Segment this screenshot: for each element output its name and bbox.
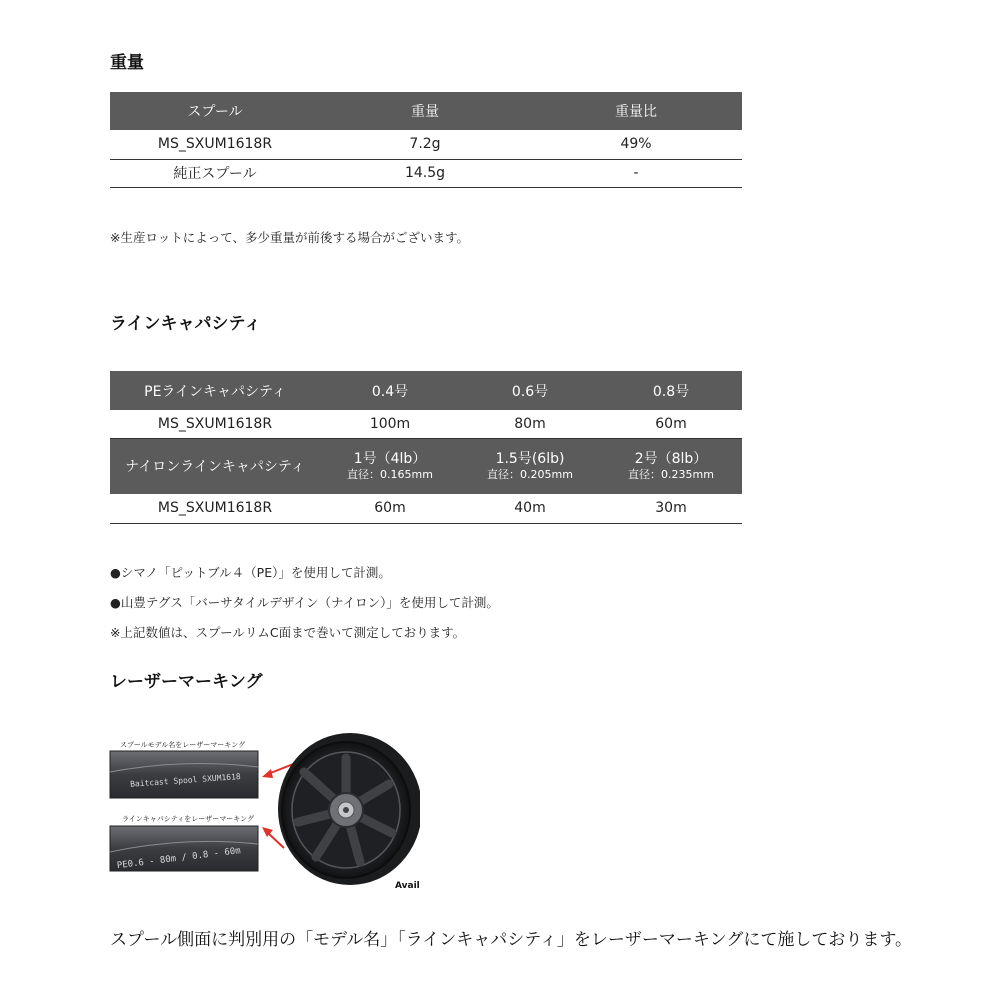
callout-capacity-etching: PE0.6 - 80m / 0.8 - 60m	[116, 846, 242, 872]
cell-weight: 14.5g	[320, 159, 530, 187]
header-pe-size: 0.6号	[460, 371, 600, 410]
table-row	[110, 410, 742, 438]
header-pe-size: 0.8号	[600, 371, 742, 410]
callout-capacity-label: ラインキャパシティをレーザーマーキング	[122, 815, 255, 823]
cell-capacity: 80m	[460, 410, 600, 438]
cell-weight-ratio: 49%	[530, 130, 742, 159]
cell-weight-ratio: -	[530, 159, 742, 187]
spool-image	[278, 733, 420, 885]
cell-capacity: 40m	[460, 494, 600, 523]
table-row	[110, 494, 742, 523]
cell-capacity: 30m	[600, 494, 742, 523]
nylon-size-label: 1.5号(6lb)	[495, 451, 565, 468]
nylon-diameter-label: 直径：0.205mm	[487, 468, 573, 482]
header-weight: 重量	[320, 92, 530, 130]
laser-caption: スプール側面に判別用の「モデル名」「ラインキャパシティ」をレーザーマーキングにて施しております。	[110, 930, 913, 950]
weight-note: ※生産ロットによって、多少重量が前後する場合がございます。	[110, 230, 469, 245]
cell-spool-name: MS_SXUM1618R	[110, 494, 320, 523]
header-pe-capacity: PEラインキャパシティ	[110, 371, 320, 410]
cell-capacity: 100m	[320, 410, 460, 438]
header-spool: スプール	[110, 92, 320, 130]
cell-capacity: 60m	[320, 494, 460, 523]
cell-spool-name: 純正スプール	[110, 159, 320, 187]
header-nylon-size	[600, 438, 742, 494]
pe-header-row	[110, 371, 742, 410]
callout-model-label: スプールモデル名をレーザーマーキング	[120, 741, 246, 749]
cell-spool-name: MS_SXUM1618R	[110, 410, 320, 438]
capacity-note-pe: ●シマノ「ピットブル４（PE）」を使用して計測。	[110, 565, 391, 580]
weight-table-header-row	[110, 92, 742, 130]
cell-weight: 7.2g	[320, 130, 530, 159]
cell-capacity: 60m	[600, 410, 742, 438]
header-nylon-capacity: ナイロンラインキャパシティ	[110, 438, 320, 494]
header-weight-ratio: 重量比	[530, 92, 742, 130]
cell-spool-name: MS_SXUM1618R	[110, 130, 320, 159]
capacity-table	[110, 371, 742, 524]
nylon-diameter-label: 直径：0.235mm	[628, 468, 714, 482]
capacity-note-nylon: ●山豊テグス「バーサタイルデザイン（ナイロン）」を使用して計測。	[110, 595, 499, 610]
weight-table	[110, 92, 742, 188]
header-nylon-size	[460, 438, 600, 494]
callout-model-etching: Baitcast Spool SXUM1618	[129, 772, 241, 789]
nylon-header-row	[110, 438, 742, 494]
weight-section-title: 重量	[110, 53, 144, 73]
header-pe-size: 0.4号	[320, 371, 460, 410]
nylon-size-label: 2号（8lb）	[634, 451, 708, 468]
nylon-size-label: 1号（4lb）	[353, 451, 427, 468]
brand-logo: Avail	[395, 881, 420, 891]
laser-marking-figure	[108, 720, 420, 900]
laser-section-title: レーザーマーキング	[110, 672, 263, 692]
table-row	[110, 159, 742, 187]
callout-arrow-capacity	[262, 827, 284, 848]
capacity-section-title: ラインキャパシティ	[110, 314, 262, 334]
nylon-diameter-label: 直径：0.165mm	[347, 468, 433, 482]
header-nylon-size	[320, 438, 460, 494]
table-row	[110, 130, 742, 159]
capacity-note-measure: ※上記数値は、スプールリムC面まで巻いて測定しております。	[110, 625, 466, 640]
